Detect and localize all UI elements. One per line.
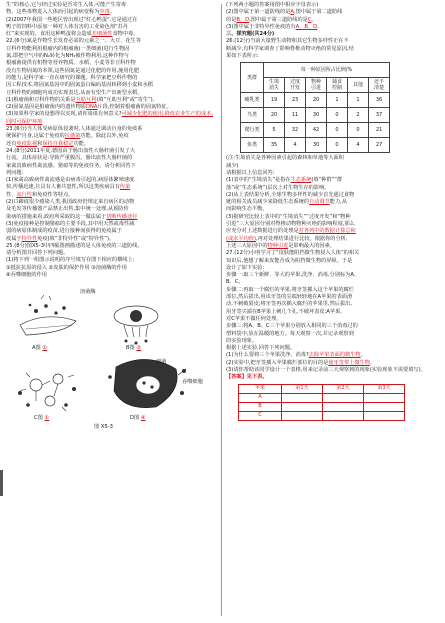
text-line: 上述三大原因中的物种引进是影响最大的因素。 <box>226 242 335 249</box>
record-col-header: 第1天 <box>282 384 323 393</box>
answer: 中毒 <box>99 9 110 16</box>
table-row <box>241 93 390 108</box>
answer: 自动调节 <box>309 199 330 206</box>
table-cell: 32 <box>285 123 306 138</box>
figure-b-label: B图 ③ <box>126 345 142 352</box>
text-line: (2)从上表结果分析,全球生物多样性的减少首先通过食物 <box>226 191 355 198</box>
text-line: 设计了如下实验: <box>226 264 265 271</box>
text-line: 鸭子的饲料中添加一种对人体有害的工业染色剂“苏丹 <box>6 23 129 30</box>
record-cell <box>323 393 364 402</box>
table-cell: 0 <box>348 123 369 138</box>
text-line: (3)如果科学家的设想得以实现,请你谈谈有何意义?可减少化肥的使用,降低农业生产的成本,同时可保护环境 <box>6 111 214 125</box>
table-cell: 1 <box>327 93 348 108</box>
text-line: 统保护自身,这属于免疫的抗感染功能。除此以外,免疫 <box>6 133 129 140</box>
text-line: 减少) <box>226 162 239 169</box>
record-row <box>239 411 405 420</box>
text-line: ①抵抗抗原的侵入 ②皮肤的保护作用 ③溶菌酶的作用 <box>6 264 127 271</box>
answer: 非细菌性 <box>91 31 113 38</box>
text-line: 根瘤菌提供有机物等营养物质。水稻、小麦等非豆科作物 <box>6 60 136 67</box>
answer: ② <box>42 345 48 352</box>
text-line: (3)免疫接种是控制猪瘟的主要手段,其中用天然或毒性减 <box>6 220 135 227</box>
table-cell: 1 <box>348 93 369 108</box>
text-line: 请分析图并回答下列问题。 <box>6 250 69 257</box>
panel-d-phagocyte <box>108 360 186 408</box>
table-cell: 20 <box>264 108 285 123</box>
text-line: B、C。 <box>226 279 244 286</box>
question-27: 27.(12分)小明学习了“皮肤能阻挡微生物侵入人体”的相关 <box>226 250 360 257</box>
table-row <box>241 123 390 138</box>
record-col-header: 第2天 <box>323 384 364 393</box>
record-cell <box>364 393 405 402</box>
text-line: (2)2007年我国一些地区曾出现过“红心鸭蛋”,它是通过在 <box>6 16 138 23</box>
answer: 可减少化肥的使用,降低农业生产的成本,同时可保护环境 <box>6 111 214 125</box>
answer: 物种引进 <box>267 242 289 249</box>
text-line: (2)固氮基因是根瘤菌内的遗传物质DNA片段,控制着根瘤菌的固氮特征。 <box>6 104 172 111</box>
answer-heading: 【答案】见下表。 <box>226 374 268 381</box>
panel-c-antibody <box>18 373 76 411</box>
table-cell: 4 <box>285 138 306 153</box>
text-line: (2)图中属于第一道防线的是A,图中属于第二道防线 <box>226 9 343 16</box>
table-cell: 鱼类 <box>241 138 264 153</box>
answer: 免疫监视 <box>16 140 38 147</box>
text-line: (注:生境消失是各种因素引起的森林和草地等大面积 <box>226 155 344 162</box>
answer: C <box>307 16 312 23</box>
record-cell <box>282 393 323 402</box>
record-cell: C <box>239 411 282 420</box>
answer: 抗感染 <box>64 133 81 140</box>
table-cell: 0 <box>327 108 348 123</box>
text-line: 豆科作物能利用根瘤内的根瘤菌(一类细菌)进行生物固 <box>6 45 130 52</box>
text-line: 因工程技术,将固氮基因中的固氮蛋白编码基因转移到小麦和水稻 <box>6 82 153 89</box>
answer: 对各列中的数据计算总和 <box>298 228 356 235</box>
table-cell: 11 <box>285 108 306 123</box>
table-col-header: 其他 <box>348 78 369 93</box>
text-line: 生”的核心,它与经过实验是否寄生入体,可能产生寄毒 <box>6 2 127 8</box>
table-cell: 哺乳类 <box>241 93 264 108</box>
text-line: 染病的措施来看,政府所采取的这一做法属于切断传播途径 <box>6 213 138 220</box>
margin-tab <box>0 470 3 496</box>
figure-caption: 图 X5-3 <box>94 424 113 431</box>
text-line: 行流。具体症状是:导致严重腹泻。肠出血性大肠杆菌的 <box>6 155 133 162</box>
text-line: 动,不刺破果皮;将牙签再次插入腐烂的苹果里,然后拔出, <box>226 301 353 308</box>
left-column <box>6 2 218 433</box>
table-cell: 35 <box>264 138 285 153</box>
question-26: 26.(12分)当前大量野生动物和其它生物多样性正在不 <box>226 38 349 45</box>
text-line: 步骤一:取三个新鲜、等大的苹果,洗净、消毒,分别标为A、 <box>226 272 360 279</box>
record-row <box>239 402 405 411</box>
table-row <box>241 138 390 153</box>
answer: 传染 <box>119 184 131 191</box>
table-cell: 36 <box>369 93 390 108</box>
text-line: 知识后,他想了解来皮能否成为阻挡微生物的屏障。于是 <box>226 257 353 264</box>
figure-d-label: D图 ④ <box>130 415 146 422</box>
right-column <box>226 2 439 421</box>
answer: 生态系统 <box>290 177 312 184</box>
question-24: 24.(8分)2011年夏,德国由于肠出血性大肠杆菌引发了大 <box>6 147 136 154</box>
figure-label-lysozyme: 溶菌酶 <box>80 289 96 296</box>
text-line: 步骤三:将A、B、C三个苹果分别放入相同的三个消毒过的 <box>226 323 358 330</box>
text-line: 豆科作物的细胞内成功实现表达,从而有望生产出新型水稻。 <box>6 89 143 96</box>
text-line: 落”或“生态系统”)层次上对生物生存的影响。 <box>226 184 330 191</box>
answer: DNA <box>85 104 98 111</box>
text-line: 用牙签尖端在B苹果上刺几个孔,不破坏表皮;A苹果, <box>226 308 342 315</box>
answer: 去除苹果表面的微生物 <box>308 352 361 359</box>
text-line: 列问题: <box>6 169 24 176</box>
record-cell: A <box>239 393 282 402</box>
answer: 流行性 <box>16 191 32 198</box>
panel-b-lysozyme <box>114 306 158 345</box>
section-heading: 三、探究题(共24分) <box>226 31 275 38</box>
text-line: 请根据以上信息回答: <box>226 169 275 176</box>
table-cell: 21 <box>369 123 390 138</box>
text-line: 及毛发等传播器产品禁止出售,集中统一处理,从预防传 <box>6 206 129 213</box>
question-23: 23.(6分)当人体受病原体侵袭时,人体通过调动自身的免疫系 <box>6 126 143 133</box>
text-line: (或求平均值),再对处理结果进行比较。根据你的分析, <box>226 235 348 242</box>
text-line: 没有生物固氮的本领,这些固氮是通过化肥的作用,施用化肥 <box>6 67 139 74</box>
question-25: 25.(8分)图X5-3中四幅图画描述的是人体免疫的三道防线, <box>6 242 140 249</box>
record-cell <box>364 402 405 411</box>
answer: 使牙签带上微生物 <box>328 359 370 366</box>
immune-defense-figure <box>6 281 218 431</box>
text-line: 物。这些毒物进入人体而引起的病变称为中毒。 <box>6 9 115 16</box>
observation-record-table <box>238 384 405 421</box>
text-line: 的是B、D,图中属于第三道防线的是C。 <box>226 16 317 23</box>
table-header-span: 每一种原因所占比例/% <box>264 63 390 78</box>
text-line: 引进”三大原因分别对脊椎动物物种灭绝的影响程度,那么 <box>226 221 355 228</box>
text-line: (下列两小题的答案用图中相应字母表示) <box>226 2 319 8</box>
table-cell: 19 <box>264 93 285 108</box>
figure-c-label: C图 ① <box>34 415 50 422</box>
record-cell <box>323 402 364 411</box>
table-cell: 5 <box>264 123 285 138</box>
text-line: 的能力,是科学家一直在研究的课题。科学家把豆科作物的 <box>6 74 138 81</box>
table-col-header: 生境 消失 <box>264 78 285 93</box>
text-line: (1)为什么要将三个苹果洗净、消毒?去除苹果表面的微生物。 <box>226 352 366 359</box>
record-col-header: 苹果 <box>239 384 282 393</box>
table-cell: 0 <box>327 138 348 153</box>
figure-drawing <box>6 281 218 431</box>
answer: (或求平均值) <box>226 235 256 242</box>
text-line: 根据上述实验,回答下列问题。 <box>226 345 296 352</box>
text-line: 而影响生态平衡。 <box>226 206 268 213</box>
column-divider <box>221 4 222 616</box>
text-line: 弱的病原体制成的疫苗,进行接种而获得的免疫属于 <box>6 228 122 235</box>
figure-label-germ: 细菌 <box>156 359 167 366</box>
table-col-header: 过度 开发 <box>285 78 306 93</box>
record-row <box>239 393 405 402</box>
text-line: (2)实验中,把牙签插入苹果腐烂部位的目的是使牙签带上微生物。 <box>226 359 376 366</box>
text-line: 部位,然后拔出,用该牙签的尖端轻轻地在A苹果的表面滑 <box>226 294 353 301</box>
table-cell: 20 <box>306 93 327 108</box>
table-col-header: 物种 引进 <box>306 78 327 93</box>
text-line: (1)家禽高致病性禽流感是由病毒引起的,病原体繁殖速度 <box>6 177 135 184</box>
text-line: 性、流行性和免疫性等特点。 <box>6 191 74 198</box>
table-cell: 42 <box>306 123 327 138</box>
text-line: 链的相关成员减少来降低生态系统的自动调节能力,从 <box>226 199 347 206</box>
table-cell: 30 <box>306 108 327 123</box>
text-line: (1)将下列一组图示说明的序号填写在图下相应的横线上: <box>6 257 135 264</box>
table-header-class: 类群 <box>241 63 264 93</box>
table-col-header: 还不 清楚 <box>369 78 390 93</box>
record-cell: B <box>239 402 282 411</box>
answer: ④ <box>140 415 146 422</box>
record-cell <box>282 402 323 411</box>
figure-label-phagocyte: 吞噬细胞 <box>182 379 203 386</box>
text-line: (3)图中属于非特异性免疫的有A、B、D。 <box>226 23 323 30</box>
text-line: (3)请你帮助该同学设计一个表格,用来记录前三天观察到的现象(实验现象不需要填写)。 <box>226 366 426 373</box>
table-cell: 37 <box>369 108 390 123</box>
text-line: ④吞噬细胞的作用 <box>6 271 47 278</box>
text-line: 氮,即把空气中的N₂转化为NH₃被作物利用,这种作物与 <box>6 53 129 60</box>
table-cell: 23 <box>285 93 306 108</box>
text-line: 快,传播迅速,且具有人畜共患性,所以这类疾病具有传染 <box>6 184 131 191</box>
table-cell: 4 <box>348 138 369 153</box>
answer: B、D <box>236 16 250 23</box>
record-col-header: 第3天 <box>364 384 405 393</box>
extinction-causes-table <box>240 62 390 153</box>
record-cell <box>364 411 405 420</box>
answer: 特异性 <box>21 235 38 242</box>
panel-a-skin <box>20 295 76 335</box>
text-line: 步骤二:再取一个腐烂的苹果,将牙签插入这个苹果的腐烂 <box>226 286 354 293</box>
table-cell: 鸟类 <box>241 108 264 123</box>
text-line: 还有免疫监视和保持自我稳定功能。 <box>6 140 90 147</box>
text-line: (1)根瘤菌和豆科作物的关系是互助互利(填“互助互利”或“寄生”)。 <box>6 96 158 103</box>
text-line: (1)表中的“生境消失”是指在生态系统(填“种群”“群 <box>226 177 343 184</box>
text-line: 家禽真致病性禽流感、猪瘟等的免疫任务。请分析回答下 <box>6 162 136 169</box>
answer: ③ <box>136 345 142 352</box>
answer: A <box>290 9 294 16</box>
answer: 保持自我稳定 <box>42 140 74 147</box>
table-cell: 0 <box>327 123 348 138</box>
answer: 互助互利 <box>75 96 97 103</box>
text-line: (2)口蹄疫很少感染人类,我国政府仍规定来自病区的动物 <box>6 199 135 206</box>
text-line: 疫属于特异性免疫(填“非特异性”或“特异性”)。 <box>6 235 115 242</box>
text-line: 的实验现象。 <box>226 337 258 344</box>
table-row <box>241 108 390 123</box>
table-cell: 2 <box>348 108 369 123</box>
table-cell: 爬行类 <box>241 123 264 138</box>
answer: A、B、D <box>295 23 318 30</box>
text-line: 应充分对上述数据进行的处理是对各列中的数据计算总和 <box>226 228 356 235</box>
text-line: 果如下表所示: <box>226 53 259 60</box>
answer: ① <box>44 415 50 422</box>
record-cell <box>282 411 323 420</box>
answer: 切断传播途径 <box>106 213 138 220</box>
record-cell <box>323 411 364 420</box>
text-line: 对C苹果不做任何处理。 <box>226 315 282 322</box>
table-cell: 30 <box>306 138 327 153</box>
table-cell: 27 <box>369 138 390 153</box>
text-line: 红”来实现的。食用这种鸭蛋将会造成非细菌性食物中毒。 <box>6 31 139 38</box>
text-line: 塑料袋中,放在温暖的地方。每天观察一次,并记录观察到 <box>226 330 354 337</box>
table-col-header: 捕食 控制 <box>327 78 348 93</box>
text-line: (3)据研究比较上表中的“生境消失”“过度开发”和“物种 <box>226 213 351 220</box>
figure-a-label: A图 ② <box>32 345 48 352</box>
text-line: 断减少,有科学家调查了影响脊椎动物灭绝的常见原因,结 <box>226 45 354 52</box>
question-22: 22.(6分)氮是作物生长发育必需的元素之一。大豆、花生等 <box>6 38 141 45</box>
